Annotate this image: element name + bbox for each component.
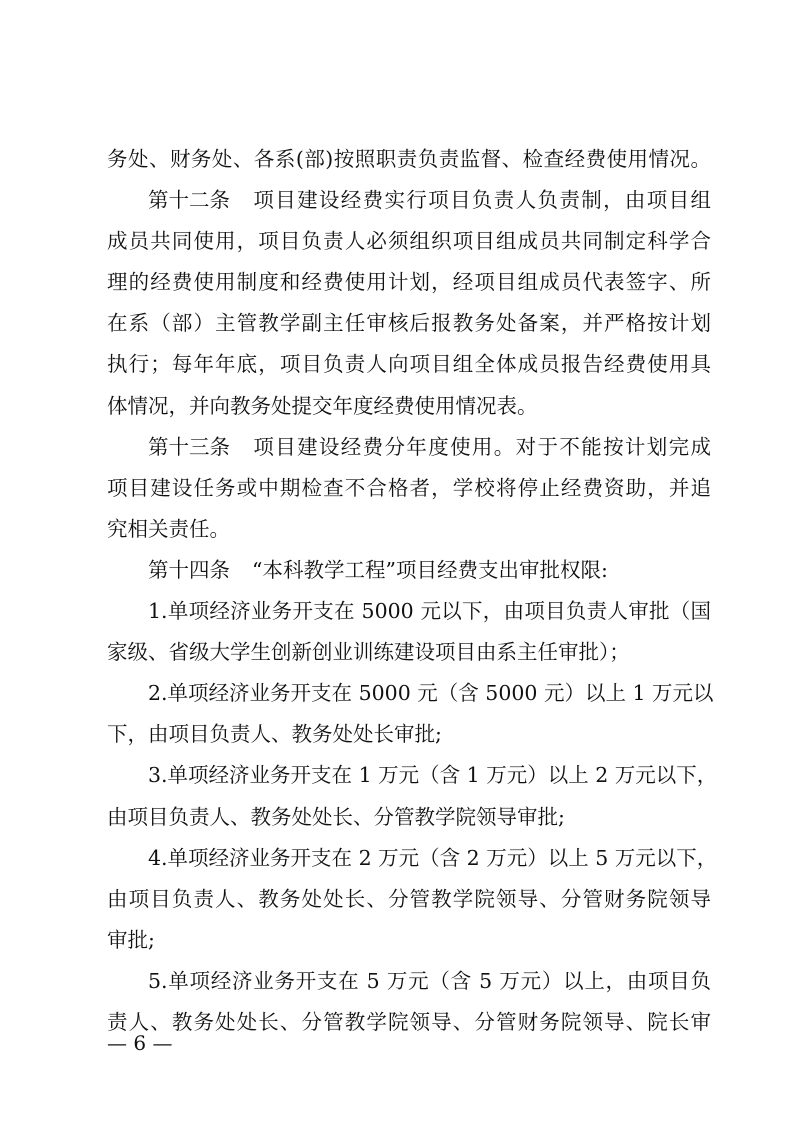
text-line: 务处、财务处、各系(部)按照职责负责监督、检查经费使用情况。: [107, 147, 711, 171]
article-text: 项目建设经费实行项目负责人负责制，由项目组: [252, 188, 711, 213]
text-line: 理的经费使用制度和经费使用计划，经项目组成员代表签字、所: [107, 270, 711, 295]
list-item-5: 5.单项经济业务开支在 5 万元（含 5 万元）以上，由项目负: [148, 968, 711, 993]
text-line: 由项目负责人、教务处处长、分管教学院领导审批;: [107, 804, 565, 829]
article-text: 项目建设经费分年度使用。对于不能按计划完成: [252, 434, 711, 459]
text-line: 责人、教务处处长、分管教学院领导、分管财务院领导、院长审: [107, 1010, 711, 1034]
article-14-first-line: [148, 558, 711, 582]
article-heading: 第十二条: [148, 188, 230, 213]
list-item-1: 1.单项经济业务开支在 5000 元以下，由项目负责人审批（国: [148, 599, 711, 624]
list-item-4: 4.单项经济业务开支在 2 万元（含 2 万元）以上 5 万元以下，: [148, 845, 718, 870]
list-item-3: 3.单项经济业务开支在 1 万元（含 1 万元）以上 2 万元以下，: [148, 763, 718, 788]
text-line: 执行；每年年底，项目负责人向项目组全体成员报告经费使用具: [107, 352, 711, 377]
article-12-first-line: [148, 188, 711, 212]
text-line: 下，由项目负责人、教务处处长审批;: [107, 722, 442, 747]
article-heading: 第十四条: [148, 557, 230, 582]
text-line: 审批;: [107, 927, 155, 952]
text-line: 在系（部）主管教学副主任审核后报教务处备案，并严格按计划: [107, 311, 711, 336]
text-line: 由项目负责人、教务处处长、分管教学院领导、分管财务院领导: [107, 886, 711, 911]
article-heading: 第十三条: [148, 434, 230, 459]
text-line: 家级、省级大学生创新创业训练建设项目由系主任审批）；: [107, 640, 630, 665]
text-line: 成员共同使用，项目负责人必须组织项目组成员共同制定科学合: [107, 229, 711, 254]
text-line: 项目建设任务或中期检查不合格者，学校将停止经费资助，并追: [107, 475, 711, 500]
page-number: — 6 —: [107, 1031, 173, 1055]
text-line: 体情况，并向教务处提交年度经费使用情况表。: [107, 393, 538, 418]
article-13-first-line: [148, 435, 711, 459]
text-line: 究相关责任。: [107, 516, 230, 541]
article-text: “本科教学工程”项目经费支出审批权限:: [252, 557, 608, 582]
list-item-2: 2.单项经济业务开支在 5000 元（含 5000 元）以上 1 万元以: [148, 681, 714, 706]
